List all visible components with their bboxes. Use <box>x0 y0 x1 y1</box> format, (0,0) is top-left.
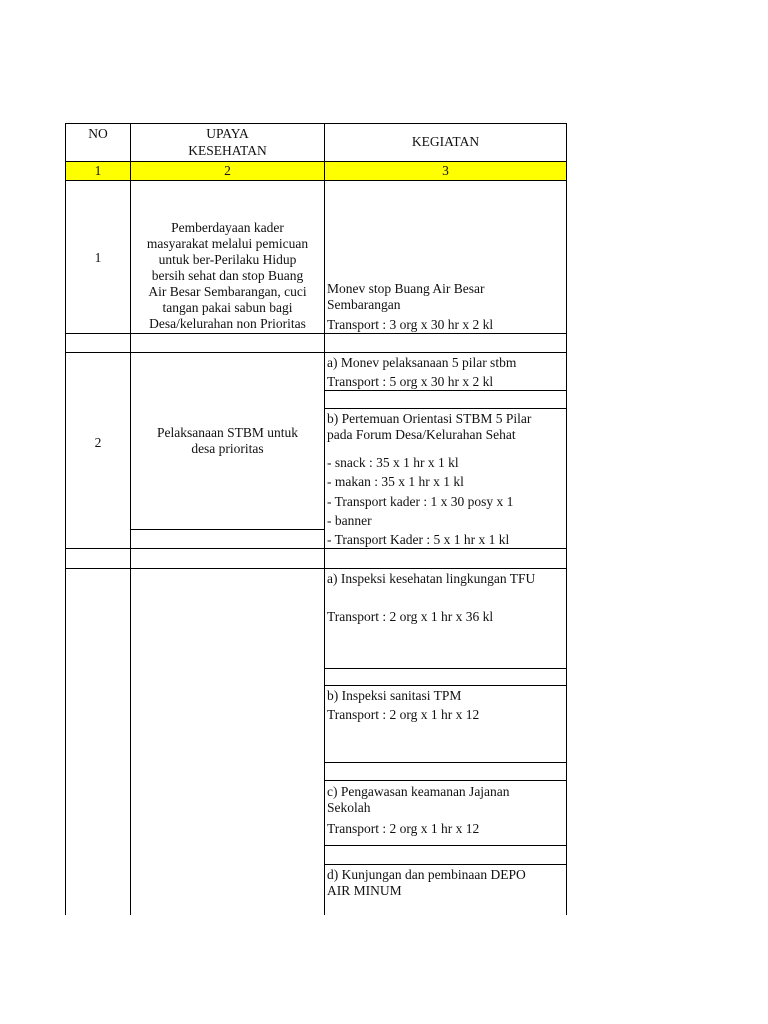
column-number-2: 2 <box>224 163 231 178</box>
table-border <box>65 123 567 124</box>
row-3-kegiatan-c-line: Transport : 2 org x 1 hr x 12 <box>327 821 480 836</box>
row-2-kegiatan-a-line: Transport : 5 org x 30 hr x 2 kl <box>327 374 494 389</box>
column-number-3: 3 <box>442 163 449 178</box>
table-border <box>324 123 325 915</box>
row-3-kegiatan-c-line: c) Pengawasan keamanan Jajanan <box>327 784 510 799</box>
row-1-upaya-line: masyarakat melalui pemicuan <box>146 236 309 251</box>
row-1-upaya-line: tangan pakai sabun bagi <box>162 300 293 315</box>
table-border <box>130 529 324 530</box>
row-1-upaya-line: untuk ber-Perilaku Hidup <box>158 252 297 267</box>
row-1-upaya-line: Desa/kelurahan non Prioritas <box>149 316 306 331</box>
row-2-no: 2 <box>94 435 102 450</box>
table-border <box>324 668 567 669</box>
row-2-kegiatan-b-item: - Transport kader : 1 x 30 posy x 1 <box>327 494 514 509</box>
row-3-kegiatan-c-line: Sekolah <box>327 800 371 815</box>
row-3-kegiatan-a-line: a) Inspeksi kesehatan lingkungan TFU <box>327 571 536 586</box>
row-1-kegiatan-line: Monev stop Buang Air Besar <box>327 281 485 296</box>
row-3-kegiatan-b-line: b) Inspeksi sanitasi TPM <box>327 688 462 703</box>
row-2-kegiatan-b-item: - Transport Kader : 5 x 1 hr x 1 kl <box>327 532 510 547</box>
row-1-upaya-line: Pemberdayaan kader <box>171 220 284 235</box>
row-2-kegiatan-b-item: - makan : 35 x 1 hr x 1 kl <box>327 474 464 489</box>
header-no: NO <box>88 126 108 141</box>
row-2-upaya-line: Pelaksanaan STBM untuk <box>157 425 298 440</box>
table-border <box>566 123 567 915</box>
header-upaya-line2: KESEHATAN <box>188 143 267 158</box>
header-upaya-line1: UPAYA <box>206 126 249 141</box>
row-1-upaya-line: bersih sehat dan stop Buang <box>151 268 304 283</box>
table-border <box>324 408 567 409</box>
table-border <box>65 352 567 353</box>
table-border <box>65 161 567 162</box>
row-2-upaya-line: desa prioritas <box>191 441 264 456</box>
row-3-kegiatan-d-line: d) Kunjungan dan pembinaan DEPO <box>327 867 526 882</box>
table-border <box>324 762 567 763</box>
column-number-1: 1 <box>94 163 102 178</box>
row-3-kegiatan-b-line: Transport : 2 org x 1 hr x 12 <box>327 707 480 722</box>
row-1-kegiatan-line: Sembarangan <box>327 297 401 312</box>
table-border <box>65 548 567 549</box>
table-border <box>65 333 567 334</box>
table-border <box>324 845 567 846</box>
row-3-kegiatan-d-line: AIR MINUM <box>327 883 402 898</box>
header-kegiatan: KEGIATAN <box>411 134 480 149</box>
table-border <box>65 568 567 569</box>
row-2-kegiatan-a-line: a) Monev pelaksanaan 5 pilar stbm <box>327 355 517 370</box>
row-3-kegiatan-a-line: Transport : 2 org x 1 hr x 36 kl <box>327 609 494 624</box>
row-1-kegiatan-line: Transport : 3 org x 30 hr x 2 kl <box>327 317 494 332</box>
row-2-kegiatan-b-item: - banner <box>327 513 372 528</box>
row-2-kegiatan-b-item: - snack : 35 x 1 hr x 1 kl <box>327 455 459 470</box>
row-2-kegiatan-b-line: b) Pertemuan Orientasi STBM 5 Pilar <box>327 411 532 426</box>
table-border <box>65 180 567 181</box>
table-border <box>324 864 567 865</box>
table-border <box>65 123 66 915</box>
row-2-kegiatan-b-line: pada Forum Desa/Kelurahan Sehat <box>327 427 516 442</box>
table-border <box>324 685 567 686</box>
table-border <box>324 390 567 391</box>
table-border <box>324 780 567 781</box>
row-1-no: 1 <box>94 250 102 265</box>
row-1-upaya-line: Air Besar Sembarangan, cuci <box>148 284 307 299</box>
